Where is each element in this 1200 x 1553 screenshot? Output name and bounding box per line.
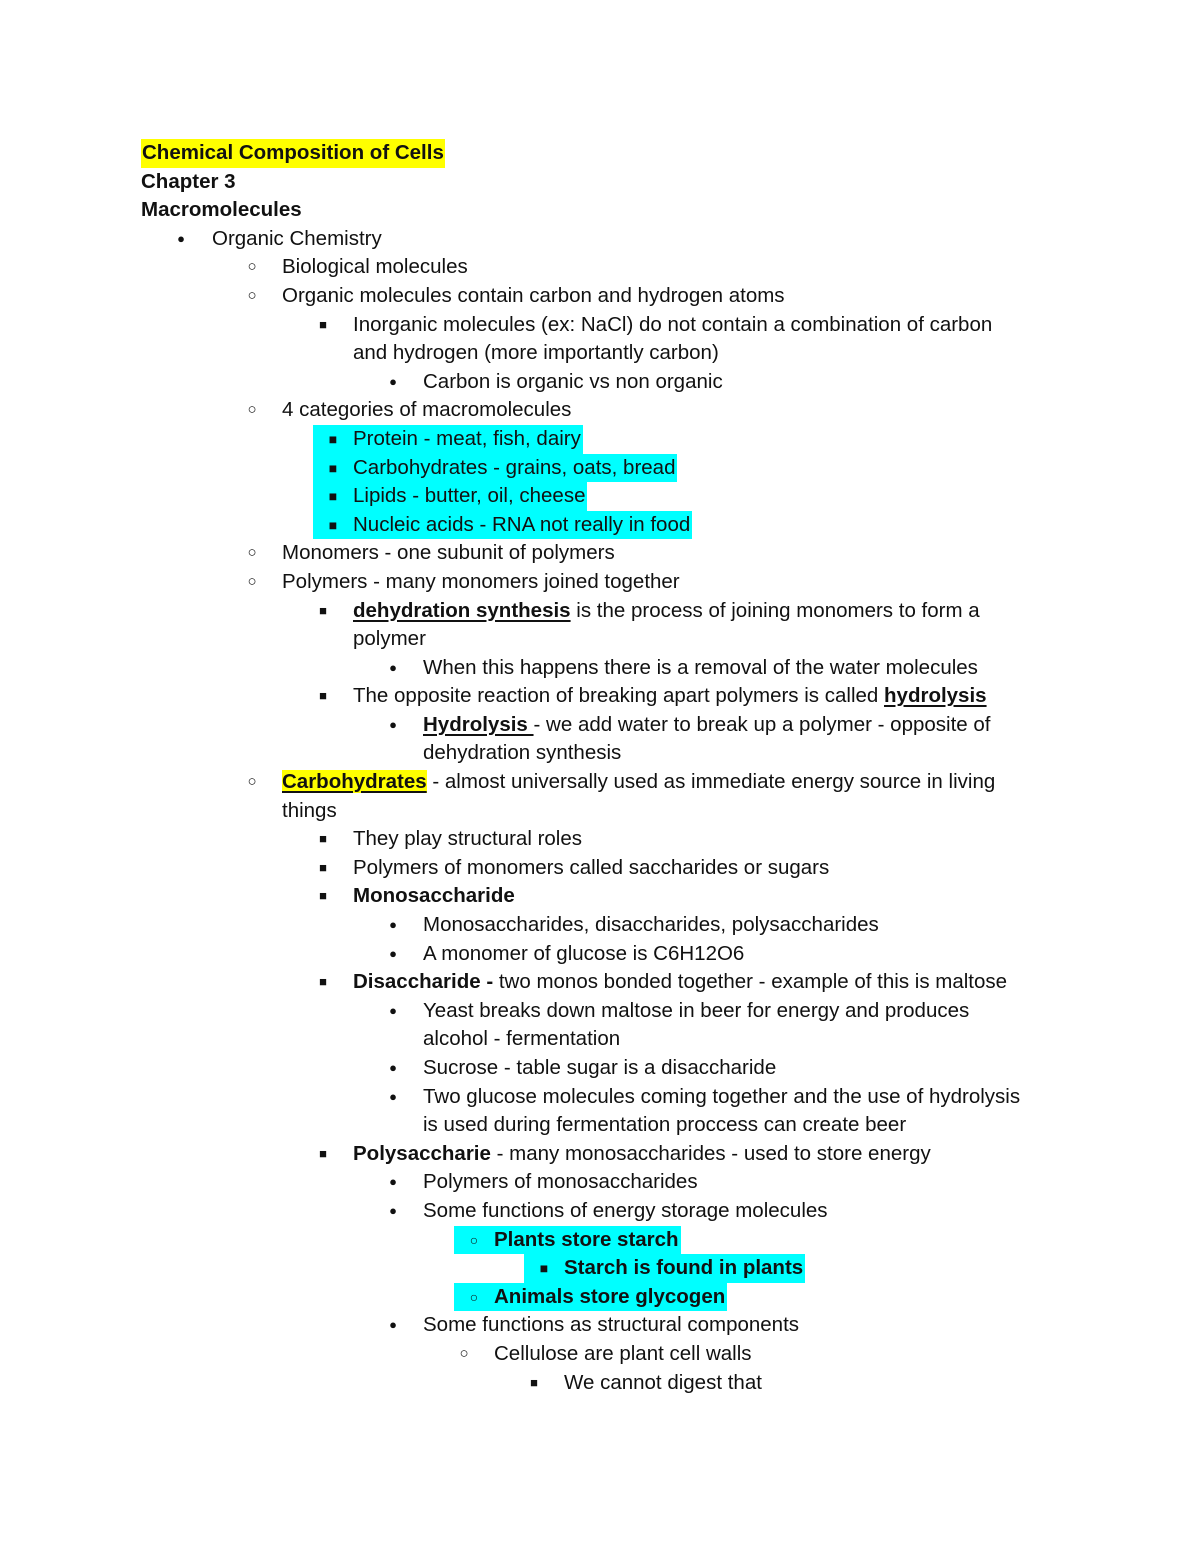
list-item: ■ They play structural roles [141, 825, 1071, 854]
list-item: ● Organic Chemistry [141, 225, 1071, 254]
bullet-disc-icon: ● [389, 716, 397, 732]
bullet-disc-icon: ● [177, 230, 185, 246]
bullet-square-icon: ■ [319, 316, 327, 332]
list-item: ■ Polysaccharie - many monosaccharides - used to store energy [141, 1140, 1071, 1169]
list-item: ■ We cannot digest that [141, 1369, 1071, 1398]
list-item: ○ 4 categories of macromolecules [141, 396, 1071, 425]
list-item: ■ Inorganic molecules (ex: NaCl) do not contain a combination of carbon and hydrogen (more importantly carbon) [141, 311, 1071, 368]
list-item-highlighted [141, 1226, 1071, 1255]
bullet-circle-icon: ○ [469, 1231, 479, 1248]
list-item: ● Two glucose molecules coming together and the use of hydrolysis is used during fermentation proccess can create beer [141, 1083, 1071, 1140]
bullet-circle-icon: ○ [247, 401, 257, 419]
list-item: ● A monomer of glucose is C6H12O6 [141, 940, 1071, 969]
term-monosaccharide: Monosaccharide [353, 884, 515, 908]
bullet-circle-icon: ○ [247, 773, 257, 791]
title-highlight: Chemical Composition of Cells [141, 139, 445, 168]
bullet-disc-icon: ● [389, 1088, 397, 1104]
bullet-square-icon: ■ [328, 430, 338, 447]
cyan-highlight: ■ Protein - meat, fish, dairy [313, 425, 583, 454]
list-item: ■ Disaccharide - two monos bonded together - example of this is maltose [141, 968, 1071, 997]
bullet-circle-icon: ○ [459, 1344, 469, 1362]
cyan-highlight: ■ Lipids - butter, oil, cheese [313, 482, 587, 511]
term-disaccharide: Disaccharide - [353, 970, 499, 994]
list-item: ● When this happens there is a removal of the water molecules [141, 654, 1071, 683]
bullet-square-icon: ■ [319, 888, 327, 904]
cyan-highlight: ■ Carbohydrates - grains, oats, bread [313, 454, 677, 483]
bullet-disc-icon: ● [389, 373, 397, 389]
bullet-square-icon: ■ [328, 459, 338, 476]
cyan-highlight: ■ Starch is found in plants [524, 1254, 805, 1283]
bullet-square-icon: ■ [319, 831, 327, 847]
bullet-circle-icon: ○ [247, 286, 257, 304]
bullet-disc-icon: ● [389, 917, 397, 933]
bullet-disc-icon: ● [389, 1002, 397, 1018]
document-page [141, 139, 1071, 1397]
list-item: ● Sucrose - table sugar is a disaccharide [141, 1054, 1071, 1083]
bullet-square-icon: ■ [319, 1145, 327, 1161]
bullet-square-icon: ■ [319, 602, 327, 618]
bullet-disc-icon: ● [389, 1202, 397, 1218]
list-item: ● Yeast breaks down maltose in beer for energy and produces alcohol - fermentation [141, 997, 1071, 1054]
list-item: ○ Monomers - one subunit of polymers [141, 539, 1071, 568]
bullet-square-icon: ■ [328, 488, 338, 505]
list-item: ○ Carbohydrates - almost universally used as immediate energy source in living things [141, 768, 1071, 825]
bullet-circle-icon: ○ [469, 1288, 479, 1305]
list-item: ○ Cellulose are plant cell walls [141, 1340, 1071, 1369]
bullet-square-icon: ■ [319, 974, 327, 990]
bullet-disc-icon: ● [389, 1317, 397, 1333]
list-item: ● Monosaccharides, disaccharides, polysaccharides [141, 911, 1071, 940]
term-dehydration-synthesis: dehydration synthesis [353, 598, 571, 622]
term-hydrolysis-definition: Hydrolysis [423, 712, 534, 736]
bullet-square-icon: ■ [530, 1374, 538, 1390]
list-item: ● Polymers of monosaccharides [141, 1168, 1071, 1197]
list-item-highlighted [141, 1283, 1071, 1312]
bullet-square-icon: ■ [328, 516, 338, 533]
list-item: ● Hydrolysis - we add water to break up a polymer - opposite of dehydration synthesis [141, 711, 1071, 768]
list-item: ○ Organic molecules contain carbon and hydrogen atoms [141, 282, 1071, 311]
term-carbohydrates: Carbohydrates [282, 770, 427, 794]
section-heading: Macromolecules [141, 198, 302, 222]
list-item [141, 882, 1071, 911]
document-title [141, 139, 1071, 168]
bullet-disc-icon: ● [389, 659, 397, 675]
list-item: ○ Polymers - many monomers joined together [141, 568, 1071, 597]
cyan-highlight: ■ Nucleic acids - RNA not really in food [313, 511, 692, 540]
list-item: ● Carbon is organic vs non organic [141, 368, 1071, 397]
term-polysaccharie: Polysaccharie [353, 1141, 491, 1165]
bullet-disc-icon: ● [389, 1060, 397, 1075]
chapter-heading: Chapter 3 [141, 169, 236, 193]
term-hydrolysis: hydrolysis [884, 684, 987, 708]
list-item-highlighted [141, 425, 1071, 454]
bullet-square-icon: ■ [539, 1260, 549, 1277]
cyan-highlight: ○ Plants store starch [454, 1226, 681, 1255]
list-item: ■ dehydration synthesis is the process of joining monomers to form a polymer [141, 597, 1071, 654]
bullet-disc-icon: ● [389, 1174, 397, 1190]
bullet-square-icon: ■ [319, 688, 327, 704]
bullet-circle-icon: ○ [247, 544, 257, 562]
list-item-highlighted [141, 482, 1071, 511]
list-item: ● Some functions of energy storage molecules [141, 1197, 1071, 1226]
bullet-circle-icon: ○ [247, 572, 257, 590]
bullet-circle-icon: ○ [247, 258, 257, 276]
list-item-highlighted [141, 1254, 1071, 1283]
bullet-square-icon: ■ [319, 859, 327, 875]
list-item-highlighted [141, 454, 1071, 483]
list-item: ■ The opposite reaction of breaking apart polymers is called hydrolysis [141, 682, 1071, 711]
list-item: ● Some functions as structural components [141, 1311, 1071, 1340]
list-item: ■ Polymers of monomers called saccharides or sugars [141, 854, 1071, 883]
list-item-highlighted [141, 511, 1071, 540]
list-item: ○ Biological molecules [141, 253, 1071, 282]
bullet-disc-icon: ● [389, 945, 397, 961]
cyan-highlight: ○ Animals store glycogen [454, 1283, 727, 1312]
